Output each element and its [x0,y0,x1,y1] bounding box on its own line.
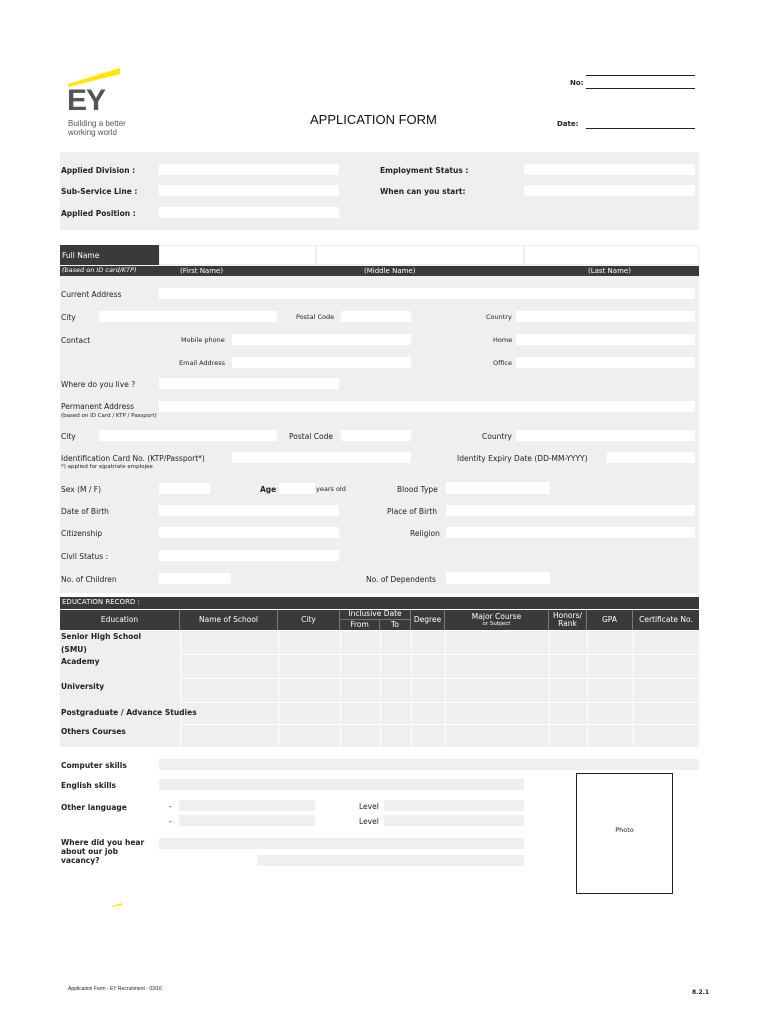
edu-divider [411,631,412,747]
current-address-field[interactable] [159,288,695,299]
full-name-label: Full Name [62,251,100,260]
hear-vacancy-field-2[interactable] [257,855,524,866]
contact-label: Contact [61,336,91,345]
edu-row-divider [180,724,699,725]
col-education: Education [60,610,180,630]
permanent-address-label: Permanent Address [61,402,135,411]
home-label: Home [493,336,513,344]
sub-service-line-label: Sub-Service Line : [61,187,138,196]
last-name-field[interactable] [525,246,698,264]
edu-row-postgraduate: Postgraduate / Advance Studies [61,708,197,717]
sub-service-line-field[interactable] [159,185,339,196]
dependents-field[interactable] [446,572,550,584]
edu-row-divider [180,702,699,703]
col-city: City [278,610,340,630]
age-label: Age [260,485,277,494]
permanent-address-field[interactable] [159,401,695,412]
dependents-label: No. of Dependents [366,575,436,584]
years-old-label: years old [316,485,346,493]
civil-status-field[interactable] [159,550,339,561]
level-label-1: Level [359,802,379,811]
col-major [445,610,549,630]
home-field[interactable] [516,334,695,345]
name-subheader [60,266,699,276]
education-title: EDUCATION RECORD : [62,598,140,606]
mobile-phone-field[interactable] [232,334,411,345]
office-label: Office [493,359,512,367]
photo-box[interactable] [576,773,673,894]
dob-label: Date of Birth [61,507,109,516]
english-skills-field[interactable] [159,779,524,790]
page-title: APPLICATION FORM [310,112,437,127]
logo-text: EY [67,84,106,117]
edu-row-senior-high: Senior High School [61,632,142,641]
col-inclusive: Inclusive Date [340,610,411,620]
permanent-address-note: (based on ID Card / KTP / Passport) [61,413,157,419]
edu-divider [587,631,588,747]
mobile-phone-label: Mobile phone [181,336,225,344]
country-label: Country [486,313,512,321]
col-major-sub: or Subject [482,621,511,628]
hear-vacancy-field-1[interactable] [159,838,524,849]
identity-expiry-field[interactable] [607,452,695,463]
no-field-line-2[interactable] [586,88,695,89]
edu-row-academy: Academy [61,657,100,666]
edu-row-university: University [61,682,105,691]
id-card-label: Identification Card No. (KTP/Passport*) [61,454,205,463]
first-name-label: (First Name) [180,267,224,275]
pob-field[interactable] [446,505,695,516]
col-honors: Honors/ Rank [549,610,587,630]
photo-label: Photo [615,826,634,834]
col-degree: Degree [411,610,445,630]
hear-vacancy-label-1: Where did you hear [61,838,145,847]
language-dash-1: - [169,802,172,811]
edu-row-smu: (SMU) [61,645,87,654]
logo-tagline-1: Building a better [68,119,126,128]
applied-division-label: Applied Division : [61,166,136,175]
employment-status-field[interactable] [524,164,695,175]
other-language-field-2[interactable] [179,815,315,826]
col-gpa: GPA [587,610,633,630]
edu-divider [445,631,446,747]
email-address-field[interactable] [232,357,411,368]
applied-position-field[interactable] [159,207,339,218]
civil-status-label: Civil Status : [61,552,109,561]
country2-label: Country [482,432,512,441]
applied-division-field[interactable] [159,164,339,175]
city2-label: City [61,432,76,441]
where-live-label: Where do you live ? [61,380,136,389]
blood-type-field[interactable] [446,482,550,494]
country-field[interactable] [516,311,695,322]
footer-text: Application Form - EY Recruitment - 03/16 [68,986,162,992]
accent-mark-icon [112,901,124,907]
where-live-field[interactable] [159,378,339,389]
postal-code2-label: Postal Code [289,432,333,441]
based-on-id-label: (based on ID card/KTP) [62,266,137,274]
religion-field[interactable] [446,527,695,538]
edu-divider [549,631,550,747]
col-school: Name of School [180,610,278,630]
middle-name-label: (Middle Name) [364,267,416,275]
email-address-label: Email Address [179,359,225,367]
id-card-note: *) applied for ejpatriate emplojee [61,464,153,470]
current-address-label: Current Address [61,290,122,299]
country2-field[interactable] [516,430,695,441]
dob-field[interactable] [159,505,339,516]
first-name-field[interactable] [160,246,315,264]
identity-expiry-label: Identity Expiry Date (DD-MM-YYYY) [457,454,588,463]
citizenship-label: Citizenship [61,529,103,538]
level-field-2[interactable] [384,815,524,826]
other-language-field-1[interactable] [179,800,315,811]
edu-divider [380,631,381,747]
blood-type-label: Blood Type [397,485,438,494]
language-dash-2: - [169,817,172,826]
no-label: No: [570,79,584,87]
when-start-label: When can you start: [380,187,466,196]
children-label: No. of Children [61,575,117,584]
col-from: From [340,620,380,630]
col-major-label: Major Course [471,611,522,621]
edu-divider [180,631,181,747]
last-name-label: (Last Name) [588,267,631,275]
citizenship-field[interactable] [159,527,339,538]
edu-row-divider [180,654,699,655]
religion-label: Religion [410,529,440,538]
id-card-field[interactable] [232,452,411,463]
edu-divider [633,631,634,747]
applied-position-label: Applied Position : [61,209,136,218]
no-field-line-1[interactable] [586,75,695,76]
other-language-label: Other language [61,803,127,812]
postal-code-label: Postal Code [296,313,335,321]
children-field[interactable] [159,573,231,584]
logo-tagline-2: working world [68,128,117,137]
pob-label: Place of Birth [387,507,437,516]
education-title-bar [60,597,699,609]
when-start-field[interactable] [524,185,695,196]
edu-row-others: Others Courses [61,727,126,736]
computer-skills-label: Computer skills [61,761,127,770]
city-label: City [61,313,76,322]
english-skills-label: English skills [61,781,117,790]
sex-label: Sex (M / F) [61,485,101,494]
computer-skills-field[interactable] [159,759,699,770]
footer-version: 8.2.1 [692,989,710,996]
level-field-1[interactable] [384,800,524,811]
hear-vacancy-label-2: about our job [61,847,119,856]
office-field[interactable] [516,357,695,368]
edu-divider [340,631,341,747]
col-to: To [380,620,411,630]
postal-code2-field[interactable] [341,430,411,441]
age-field[interactable] [279,483,315,494]
hear-vacancy-label-3: vacancy? [61,856,100,865]
col-cert: Certificate No. [633,610,699,630]
edu-row-divider [180,678,699,679]
full-name-header [60,245,159,265]
employment-status-label: Employment Status : [380,166,469,175]
middle-name-field[interactable] [317,246,523,264]
date-field-line[interactable] [586,128,695,129]
postal-code-field[interactable] [341,311,411,322]
city2-field[interactable] [99,430,277,441]
level-label-2: Level [359,817,379,826]
ey-logo [66,66,146,136]
city-field[interactable] [99,311,277,322]
date-label: Date: [557,120,579,128]
sex-field[interactable] [159,483,210,494]
edu-divider [278,631,279,747]
